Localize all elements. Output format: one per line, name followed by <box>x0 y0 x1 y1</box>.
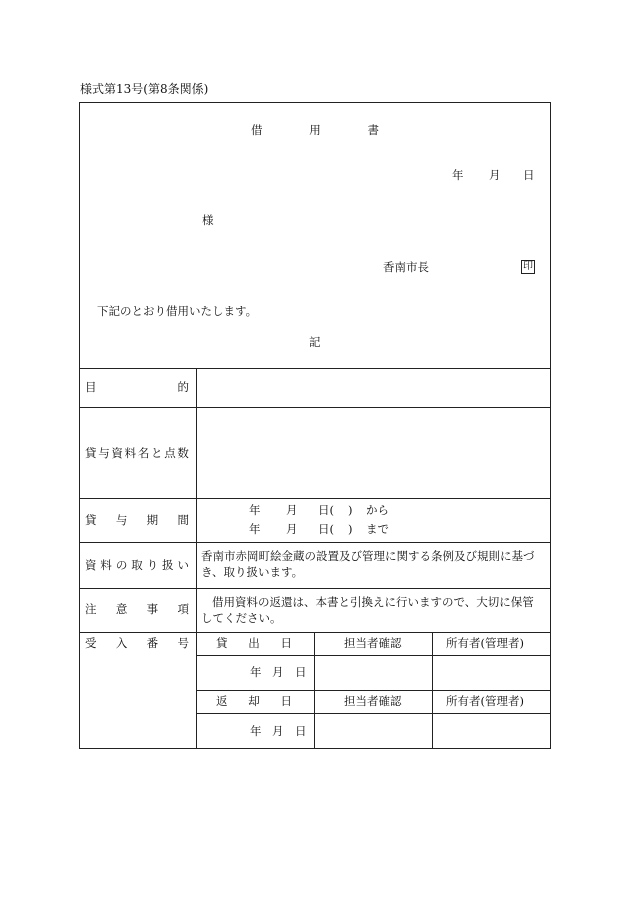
form-frame <box>79 102 551 749</box>
ki-label: 記 <box>309 335 321 349</box>
divider-return-header <box>196 713 551 714</box>
return-staff-confirm-label: 担当者確認 <box>344 694 402 708</box>
handling-text: 香南市赤岡町絵金蔵の設置及び管理に関する条例及び規則に基づき、取り扱います。 <box>201 549 535 579</box>
label-column-divider <box>196 368 197 749</box>
divider-notes <box>79 632 551 633</box>
purpose-label: 目 的 <box>85 380 189 394</box>
divider-header <box>79 368 551 369</box>
date-column-divider <box>314 632 315 749</box>
notes-text: 借用資料の返還は、本書と引換えに行いますので、大切に保管してください。 <box>201 595 534 625</box>
addressee-suffix: 様 <box>202 213 214 227</box>
return-owner-label: 所有者(管理者) <box>446 694 524 708</box>
receipt-number-label: 受 入 番 号 <box>85 636 189 650</box>
divider-period <box>79 542 551 543</box>
issuer-name: 香南市長 <box>383 260 429 274</box>
period-label: 貸 与 期 間 <box>85 513 189 527</box>
lend-owner-label: 所有者(管理者) <box>446 636 524 650</box>
lend-date-label: 貸 出 日 <box>216 636 292 650</box>
notes-label: 注 意 事 項 <box>85 602 189 616</box>
divider-lend-row <box>196 690 551 691</box>
document-title: 借 用 書 <box>251 123 379 137</box>
statement-text: 下記のとおり借用いたします。 <box>97 304 258 318</box>
date-month: 月 <box>489 168 501 182</box>
divider-materials <box>79 498 551 499</box>
staff-column-divider <box>432 632 433 749</box>
divider-handling <box>79 588 551 589</box>
handling-label: 資 料 の 取 り 扱 い <box>85 558 189 572</box>
materials-label: 貸 与 資 料 名 と 点 数 <box>85 446 189 460</box>
return-date-label: 返 却 日 <box>216 694 292 708</box>
lend-staff-confirm-label: 担当者確認 <box>344 636 402 650</box>
date-year: 年 <box>452 168 464 182</box>
form-number-label: 様式第13号(第8条関係) <box>80 82 209 96</box>
seal-mark: 印 <box>523 261 533 272</box>
divider-purpose <box>79 407 551 408</box>
date-day: 日 <box>523 168 535 182</box>
divider-lend-header <box>196 655 551 656</box>
